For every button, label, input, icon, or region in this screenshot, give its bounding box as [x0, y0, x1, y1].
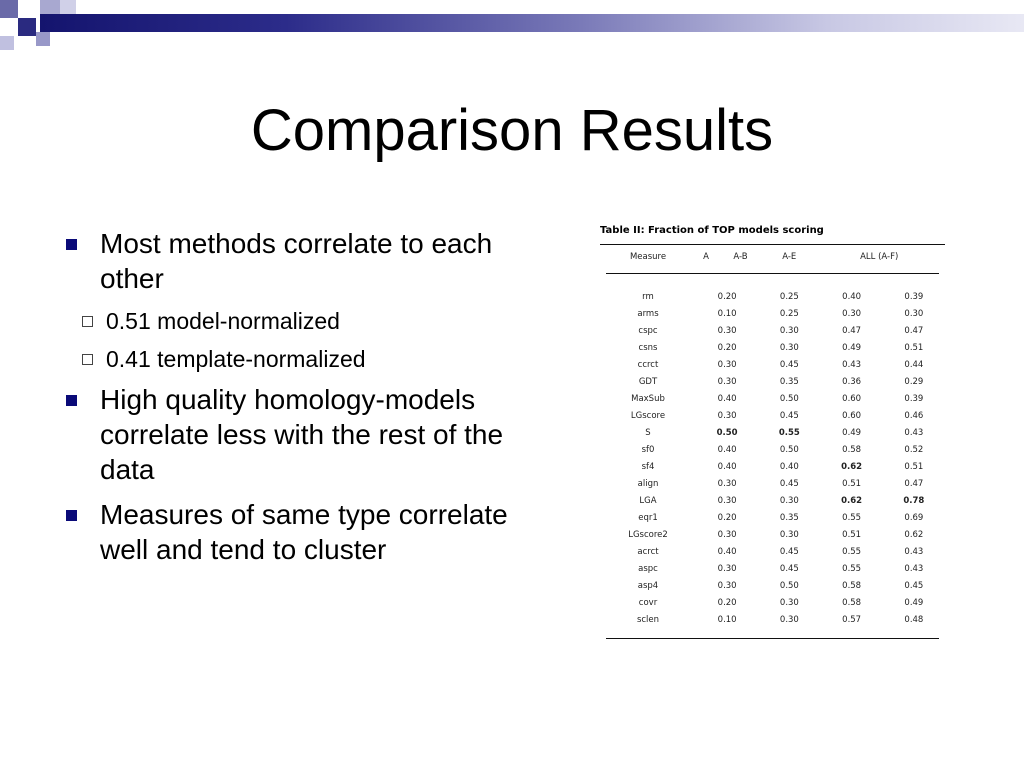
- sub-bullet-item: [62, 344, 562, 374]
- value-cell: 0.39: [904, 393, 924, 404]
- value-cell: 0.30: [904, 308, 924, 319]
- header-bar: [40, 14, 1024, 32]
- value-cell: 0.45: [904, 580, 924, 591]
- table-row: [600, 560, 945, 577]
- column-header: ALL (A-F): [860, 252, 899, 262]
- value-cell: 0.51: [904, 342, 924, 353]
- value-cell: 0.50: [779, 580, 799, 591]
- measure-cell: asp4: [637, 580, 659, 591]
- value-cell: 0.50: [716, 427, 738, 438]
- bullet-text: Measures of same type correlate well and tend to cluster: [100, 499, 508, 565]
- bullet-text: Most methods correlate to each other: [100, 228, 493, 294]
- table-row: [600, 322, 945, 339]
- value-cell: 0.57: [842, 614, 862, 625]
- table-header-rule: [606, 273, 939, 274]
- measure-cell: LGscore: [630, 410, 666, 421]
- value-cell: 0.30: [717, 495, 737, 506]
- deco-square: [0, 0, 18, 18]
- measure-cell: rm: [642, 291, 654, 302]
- bullet-item: [62, 382, 562, 487]
- column-header: A-B: [733, 252, 748, 262]
- value-cell: 0.47: [904, 478, 924, 489]
- bullet-text: High quality homology-models correlate less with the rest of the data: [100, 384, 504, 485]
- value-cell: 0.10: [717, 308, 737, 319]
- value-cell: 0.50: [779, 444, 799, 455]
- value-cell: 0.51: [842, 478, 862, 489]
- measure-cell: covr: [638, 597, 658, 608]
- value-cell: 0.62: [841, 461, 863, 472]
- square-bullet-icon: [66, 510, 77, 521]
- table-caption: Table II: Fraction of TOP models scoring: [600, 225, 824, 236]
- table-row: [600, 441, 945, 458]
- value-cell: 0.49: [842, 427, 862, 438]
- value-cell: 0.60: [842, 410, 862, 421]
- results-table-figure: [600, 224, 945, 639]
- measure-cell: align: [637, 478, 659, 489]
- value-cell: 0.60: [842, 393, 862, 404]
- measure-cell: acrct: [637, 546, 659, 557]
- value-cell: 0.58: [842, 580, 862, 591]
- bullet-item: [62, 497, 562, 567]
- sub-bullet-text: 0.41 template-normalized: [106, 346, 366, 372]
- table-row: [600, 492, 945, 509]
- value-cell: 0.45: [779, 546, 799, 557]
- value-cell: 0.44: [904, 359, 924, 370]
- value-cell: 0.30: [717, 410, 737, 421]
- value-cell: 0.30: [779, 597, 799, 608]
- table-header-row: [600, 245, 945, 269]
- table-row: [600, 475, 945, 492]
- table-row: [600, 594, 945, 611]
- square-bullet-icon: [66, 239, 77, 250]
- value-cell: 0.30: [717, 478, 737, 489]
- value-cell: 0.40: [842, 291, 862, 302]
- value-cell: 0.55: [842, 512, 862, 523]
- sub-bullet-item: [62, 306, 562, 336]
- value-cell: 0.10: [717, 614, 737, 625]
- value-cell: 0.30: [779, 529, 799, 540]
- measure-cell: eqr1: [638, 512, 658, 523]
- deco-square: [36, 32, 50, 46]
- deco-square: [60, 0, 76, 14]
- value-cell: 0.43: [904, 427, 924, 438]
- value-cell: 0.58: [842, 444, 862, 455]
- value-cell: 0.55: [842, 546, 862, 557]
- value-cell: 0.47: [842, 325, 862, 336]
- measure-cell: LGscore2: [628, 529, 668, 540]
- value-cell: 0.20: [717, 597, 737, 608]
- value-cell: 0.30: [779, 614, 799, 625]
- value-cell: 0.52: [904, 444, 924, 455]
- value-cell: 0.20: [717, 512, 737, 523]
- table-row: [600, 339, 945, 356]
- measure-cell: sf4: [641, 461, 655, 472]
- value-cell: 0.39: [904, 291, 924, 302]
- square-bullet-icon: [66, 395, 77, 406]
- value-cell: 0.50: [779, 393, 799, 404]
- value-cell: 0.40: [717, 444, 737, 455]
- value-cell: 0.30: [779, 342, 799, 353]
- value-cell: 0.48: [904, 614, 924, 625]
- value-cell: 0.40: [717, 546, 737, 557]
- table-row: [600, 543, 945, 560]
- value-cell: 0.55: [842, 563, 862, 574]
- table-bottom-rule: [606, 638, 939, 639]
- table-row: [600, 611, 945, 628]
- deco-square: [18, 18, 36, 36]
- value-cell: 0.29: [904, 376, 924, 387]
- sub-bullet-list: [62, 306, 562, 374]
- value-cell: 0.30: [717, 563, 737, 574]
- table-row: [600, 509, 945, 526]
- value-cell: 0.45: [779, 563, 799, 574]
- table-row: [600, 305, 945, 322]
- measure-cell: GDT: [638, 376, 658, 387]
- hollow-square-bullet-icon: [82, 354, 93, 365]
- measure-cell: csns: [638, 342, 658, 353]
- results-table: [600, 245, 945, 269]
- value-cell: 0.47: [904, 325, 924, 336]
- deco-square: [0, 36, 14, 50]
- value-cell: 0.51: [842, 529, 862, 540]
- value-cell: 0.62: [841, 495, 863, 506]
- value-cell: 0.43: [842, 359, 862, 370]
- value-cell: 0.49: [842, 342, 862, 353]
- measure-cell: aspc: [638, 563, 658, 574]
- value-cell: 0.40: [717, 461, 737, 472]
- value-cell: 0.40: [779, 461, 799, 472]
- value-cell: 0.62: [904, 529, 924, 540]
- value-cell: 0.43: [904, 546, 924, 557]
- value-cell: 0.45: [779, 410, 799, 421]
- value-cell: 0.30: [717, 325, 737, 336]
- measure-cell: sclen: [636, 614, 660, 625]
- bullet-item: [62, 226, 562, 296]
- column-header: A-E: [782, 252, 797, 262]
- table-row: [600, 424, 945, 441]
- value-cell: 0.30: [842, 308, 862, 319]
- value-cell: 0.35: [779, 512, 799, 523]
- table-row: [600, 407, 945, 424]
- value-cell: 0.55: [778, 427, 800, 438]
- results-table-body: [600, 288, 945, 628]
- table-row: [600, 577, 945, 594]
- sub-bullet-text: 0.51 model-normalized: [106, 308, 340, 334]
- value-cell: 0.30: [717, 376, 737, 387]
- bullet-list: [62, 226, 562, 577]
- table-row: [600, 526, 945, 543]
- value-cell: 0.35: [779, 376, 799, 387]
- value-cell: 0.30: [779, 495, 799, 506]
- value-cell: 0.30: [779, 325, 799, 336]
- measure-cell: sf0: [641, 444, 655, 455]
- table-row: [600, 373, 945, 390]
- value-cell: 0.30: [717, 359, 737, 370]
- value-cell: 0.20: [717, 342, 737, 353]
- value-cell: 0.30: [717, 529, 737, 540]
- table-row: [600, 458, 945, 475]
- value-cell: 0.25: [779, 291, 799, 302]
- value-cell: 0.20: [717, 291, 737, 302]
- value-cell: 0.45: [779, 478, 799, 489]
- value-cell: 0.46: [904, 410, 924, 421]
- value-cell: 0.51: [904, 461, 924, 472]
- slide-title: Comparison Results: [250, 98, 774, 163]
- value-cell: 0.30: [717, 580, 737, 591]
- hollow-square-bullet-icon: [82, 316, 93, 327]
- value-cell: 0.69: [904, 512, 924, 523]
- measure-cell: MaxSub: [631, 393, 665, 404]
- column-header: Measure: [629, 252, 667, 262]
- measure-cell: ccrct: [637, 359, 659, 370]
- measure-cell: cspc: [638, 325, 658, 336]
- deco-square: [40, 0, 60, 14]
- value-cell: 0.25: [779, 308, 799, 319]
- value-cell: 0.45: [779, 359, 799, 370]
- value-cell: 0.36: [842, 376, 862, 387]
- value-cell: 0.40: [717, 393, 737, 404]
- column-header: A: [703, 252, 709, 262]
- table-row: [600, 288, 945, 305]
- measure-cell: LGA: [639, 495, 657, 506]
- value-cell: 0.43: [904, 563, 924, 574]
- table-row: [600, 390, 945, 407]
- measure-cell: S: [645, 427, 651, 438]
- table-row: [600, 356, 945, 373]
- measure-cell: arms: [637, 308, 659, 319]
- value-cell: 0.78: [903, 495, 925, 506]
- value-cell: 0.58: [842, 597, 862, 608]
- value-cell: 0.49: [904, 597, 924, 608]
